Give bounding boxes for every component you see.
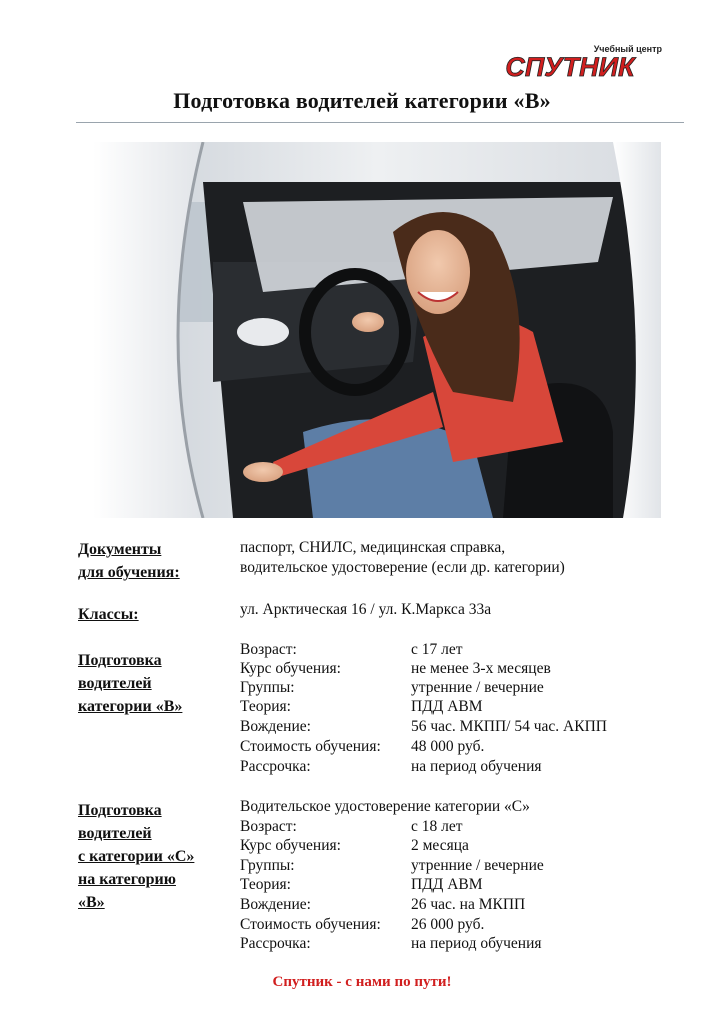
documents-heading-line: для обучения: — [78, 564, 180, 581]
course-cb-heading-line: водителей — [78, 825, 152, 842]
classes-heading — [78, 603, 139, 626]
course-b-label: Группы: — [240, 679, 295, 696]
course-b-value: ПДД АВМ — [411, 698, 483, 715]
course-b-label: Возраст: — [240, 641, 297, 658]
course-cb-label: Рассрочка: — [240, 935, 311, 952]
course-cb-value: 2 месяца — [411, 837, 469, 854]
course-b-value: с 17 лет — [411, 641, 463, 658]
course-b-heading-line: категории «В» — [78, 698, 183, 715]
course-cb-value: 26 час. на МКПП — [411, 896, 526, 913]
logo-brand-text: СПУТНИК — [505, 52, 635, 82]
course-cb-label: Возраст: — [240, 818, 297, 835]
classes-address: ул. Арктическая 16 / ул. К.Маркса 33а — [240, 601, 492, 618]
course-b-value: на период обучения — [411, 758, 542, 775]
course-cb-heading — [78, 799, 194, 914]
course-b-label: Вождение: — [240, 718, 311, 735]
documents-line: водительское удостоверение (если др. категории) — [240, 559, 565, 576]
page-title: Подготовка водителей категории «В» — [173, 88, 551, 113]
course-cb-heading-line: «В» — [78, 894, 105, 911]
sputnik-logo — [466, 42, 674, 82]
course-cb-value: утренние / вечерние — [411, 857, 544, 874]
course-cb-heading-line: на категорию — [78, 871, 176, 888]
course-b-value: утренние / вечерние — [411, 679, 544, 696]
course-b-value: 48 000 руб. — [411, 738, 485, 755]
course-cb-label: Вождение: — [240, 896, 311, 913]
course-b-value: не менее 3-х месяцев — [411, 660, 551, 677]
woman-in-car-photo — [93, 142, 661, 518]
course-cb-value: 26 000 руб. — [411, 916, 485, 933]
course-b-heading-line: Подготовка — [78, 652, 162, 669]
course-cb-intro: Водительское удостоверение категории «С» — [240, 798, 530, 815]
slogan: Спутник - с нами по пути! — [272, 974, 452, 990]
course-cb-value: ПДД АВМ — [411, 876, 483, 893]
documents-heading-line: Документы — [78, 541, 162, 558]
course-b-value: 56 час. МКПП/ 54 час. АКПП — [411, 718, 607, 735]
course-cb-label: Курс обучения: — [240, 837, 341, 854]
course-cb-label: Стоимость обучения: — [240, 916, 381, 933]
documents-heading — [78, 538, 180, 584]
course-cb-label: Группы: — [240, 857, 295, 874]
course-cb-label: Теория: — [240, 876, 291, 893]
logo-small-text: Учебный центр — [593, 44, 662, 54]
classes-heading-line: Классы: — [78, 606, 139, 623]
course-cb-heading-line: с категории «С» — [78, 848, 195, 865]
course-b-label: Теория: — [240, 698, 291, 715]
title-divider — [76, 122, 684, 123]
course-b-heading-line: водителей — [78, 675, 152, 692]
course-cb-heading-line: Подготовка — [78, 802, 162, 819]
course-b-label: Стоимость обучения: — [240, 738, 381, 755]
course-cb-value: с 18 лет — [411, 818, 463, 835]
course-b-label: Рассрочка: — [240, 758, 311, 775]
course-b-heading — [78, 649, 182, 718]
course-b-label: Курс обучения: — [240, 660, 341, 677]
documents-line: паспорт, СНИЛС, медицинская справка, — [240, 539, 506, 556]
course-cb-value: на период обучения — [411, 935, 542, 952]
